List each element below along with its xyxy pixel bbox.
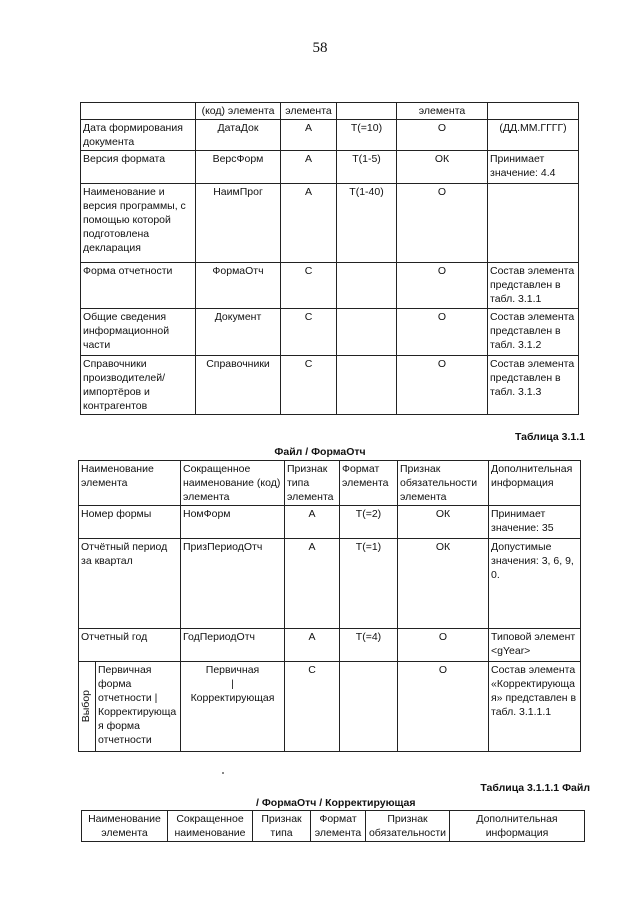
header-cell: Формат элемента	[340, 461, 398, 506]
cell-code-line: Первичная	[205, 664, 260, 676]
table-row	[79, 629, 581, 662]
cell-format: Т(=10)	[337, 120, 397, 151]
header-cell: Признак типа	[253, 811, 311, 842]
cell-type: А	[281, 120, 337, 151]
table-row	[81, 184, 579, 263]
cell-required: О	[397, 184, 488, 263]
cell-code-line: Корректирующая	[190, 692, 275, 704]
header-cell: элемента	[397, 103, 488, 120]
cell-type: С	[281, 309, 337, 356]
table-row-choice	[79, 662, 581, 752]
cell-required: О	[397, 356, 488, 415]
cell-format	[337, 263, 397, 309]
choice-label-cell	[79, 662, 96, 752]
cell-code: Справочники	[196, 356, 281, 415]
cell-info	[488, 184, 579, 263]
cell-info: Состав элемента «Корректирующа я» представлен в табл. 3.1.1.1	[489, 662, 581, 752]
cell-info: Принимает значение: 35	[489, 506, 581, 539]
table-3-1-1	[78, 460, 581, 752]
cell-required: ОК	[398, 539, 489, 629]
cell-format: Т(=1)	[340, 539, 398, 629]
cell-info: Типовой элемент <gYear>	[489, 629, 581, 662]
cell-code: ГодПериодОтч	[181, 629, 285, 662]
table-3-1-1-1	[81, 810, 585, 842]
table-caption-number: Таблица 3.1.1	[514, 431, 585, 443]
cell-code-line: |	[231, 678, 234, 690]
cell-format: Т(1-5)	[337, 151, 397, 184]
cell-name: Версия формата	[81, 151, 196, 184]
cell-name: Номер формы	[79, 506, 181, 539]
cell-code	[181, 662, 285, 752]
cell-required: О	[398, 629, 489, 662]
choice-label: Выбор	[80, 690, 92, 723]
table-row	[81, 151, 579, 184]
cell-required: ОК	[398, 506, 489, 539]
header-cell	[337, 103, 397, 120]
cell-format: Т(1-40)	[337, 184, 397, 263]
cell-type: А	[281, 184, 337, 263]
header-cell: Признак обязательности	[366, 811, 450, 842]
header-cell: Наименование элемента	[82, 811, 168, 842]
header-cell: (код) элемента	[196, 103, 281, 120]
cell-required: О	[397, 120, 488, 151]
cell-name: Отчетный год	[79, 629, 181, 662]
cell-info: Принимает значение: 4.4	[488, 151, 579, 184]
table-header-row	[79, 461, 581, 506]
table-caption-title: Файл / ФормаОтч	[274, 446, 366, 458]
scan-speck	[222, 772, 224, 774]
cell-code: НаимПрог	[196, 184, 281, 263]
cell-code: ФормаОтч	[196, 263, 281, 309]
cell-name: Справочники производителей/ импортёров и контрагентов	[81, 356, 196, 415]
cell-required: ОК	[397, 151, 488, 184]
cell-name: Первичная форма отчетности | Корректирующа я форма отчетности	[96, 662, 181, 752]
table-row	[81, 309, 579, 356]
cell-name: Общие сведения информационной части	[81, 309, 196, 356]
cell-type: А	[285, 629, 340, 662]
cell-info: Допустимые значения: 3, 6, 9, 0.	[489, 539, 581, 629]
cell-name: Наименование и версия программы, с помощью которой подготовлена декларация	[81, 184, 196, 263]
cell-type: С	[281, 263, 337, 309]
cell-format	[340, 662, 398, 752]
cell-type: А	[281, 151, 337, 184]
cell-code: ВерсФорм	[196, 151, 281, 184]
table-row	[81, 356, 579, 415]
cell-name: Дата формирования документа	[81, 120, 196, 151]
cell-code: ПризПериодОтч	[181, 539, 285, 629]
table-row	[81, 120, 579, 151]
table-header-row	[82, 811, 585, 842]
elements-table-continued	[80, 102, 579, 415]
table-row	[79, 506, 581, 539]
header-cell	[81, 103, 196, 120]
table-row	[79, 539, 581, 629]
cell-format	[337, 356, 397, 415]
cell-info: Состав элемента представлен в табл. 3.1.2	[488, 309, 579, 356]
header-cell: Дополнительная информация	[450, 811, 585, 842]
header-cell	[488, 103, 579, 120]
cell-type: С	[285, 662, 340, 752]
cell-info: Состав элемента представлен в табл. 3.1.3	[488, 356, 579, 415]
header-cell: Сокращенное наименование (код) элемента	[181, 461, 285, 506]
cell-code: ДатаДок	[196, 120, 281, 151]
header-cell: Сокращенное наименование	[168, 811, 253, 842]
table-caption-number: Таблица 3.1.1.1 Файл	[480, 782, 590, 794]
header-cell: Дополнительная информация	[489, 461, 581, 506]
cell-format: Т(=4)	[340, 629, 398, 662]
cell-required: О	[397, 309, 488, 356]
header-cell: элемента	[281, 103, 337, 120]
header-cell: Формат элемента	[311, 811, 366, 842]
cell-type: А	[285, 506, 340, 539]
table-row	[81, 263, 579, 309]
header-cell: Наименование элемента	[79, 461, 181, 506]
cell-code: НомФорм	[181, 506, 285, 539]
cell-code: Документ	[196, 309, 281, 356]
cell-required: О	[397, 263, 488, 309]
header-cell: Признак типа элемента	[285, 461, 340, 506]
cell-name: Форма отчетности	[81, 263, 196, 309]
header-cell: Признак обязательности элемента	[398, 461, 489, 506]
cell-required: О	[398, 662, 489, 752]
cell-type: А	[285, 539, 340, 629]
cell-format	[337, 309, 397, 356]
cell-type: С	[281, 356, 337, 415]
table-header-row	[81, 103, 579, 120]
page-number: 58	[312, 40, 328, 56]
table-caption-title: / ФормаОтч / Корректирующая	[256, 797, 416, 809]
cell-format: Т(=2)	[340, 506, 398, 539]
cell-name: Отчётный период за квартал	[79, 539, 181, 629]
cell-info: (ДД.ММ.ГГГГ)	[488, 120, 579, 151]
cell-info: Состав элемента представлен в табл. 3.1.1	[488, 263, 579, 309]
